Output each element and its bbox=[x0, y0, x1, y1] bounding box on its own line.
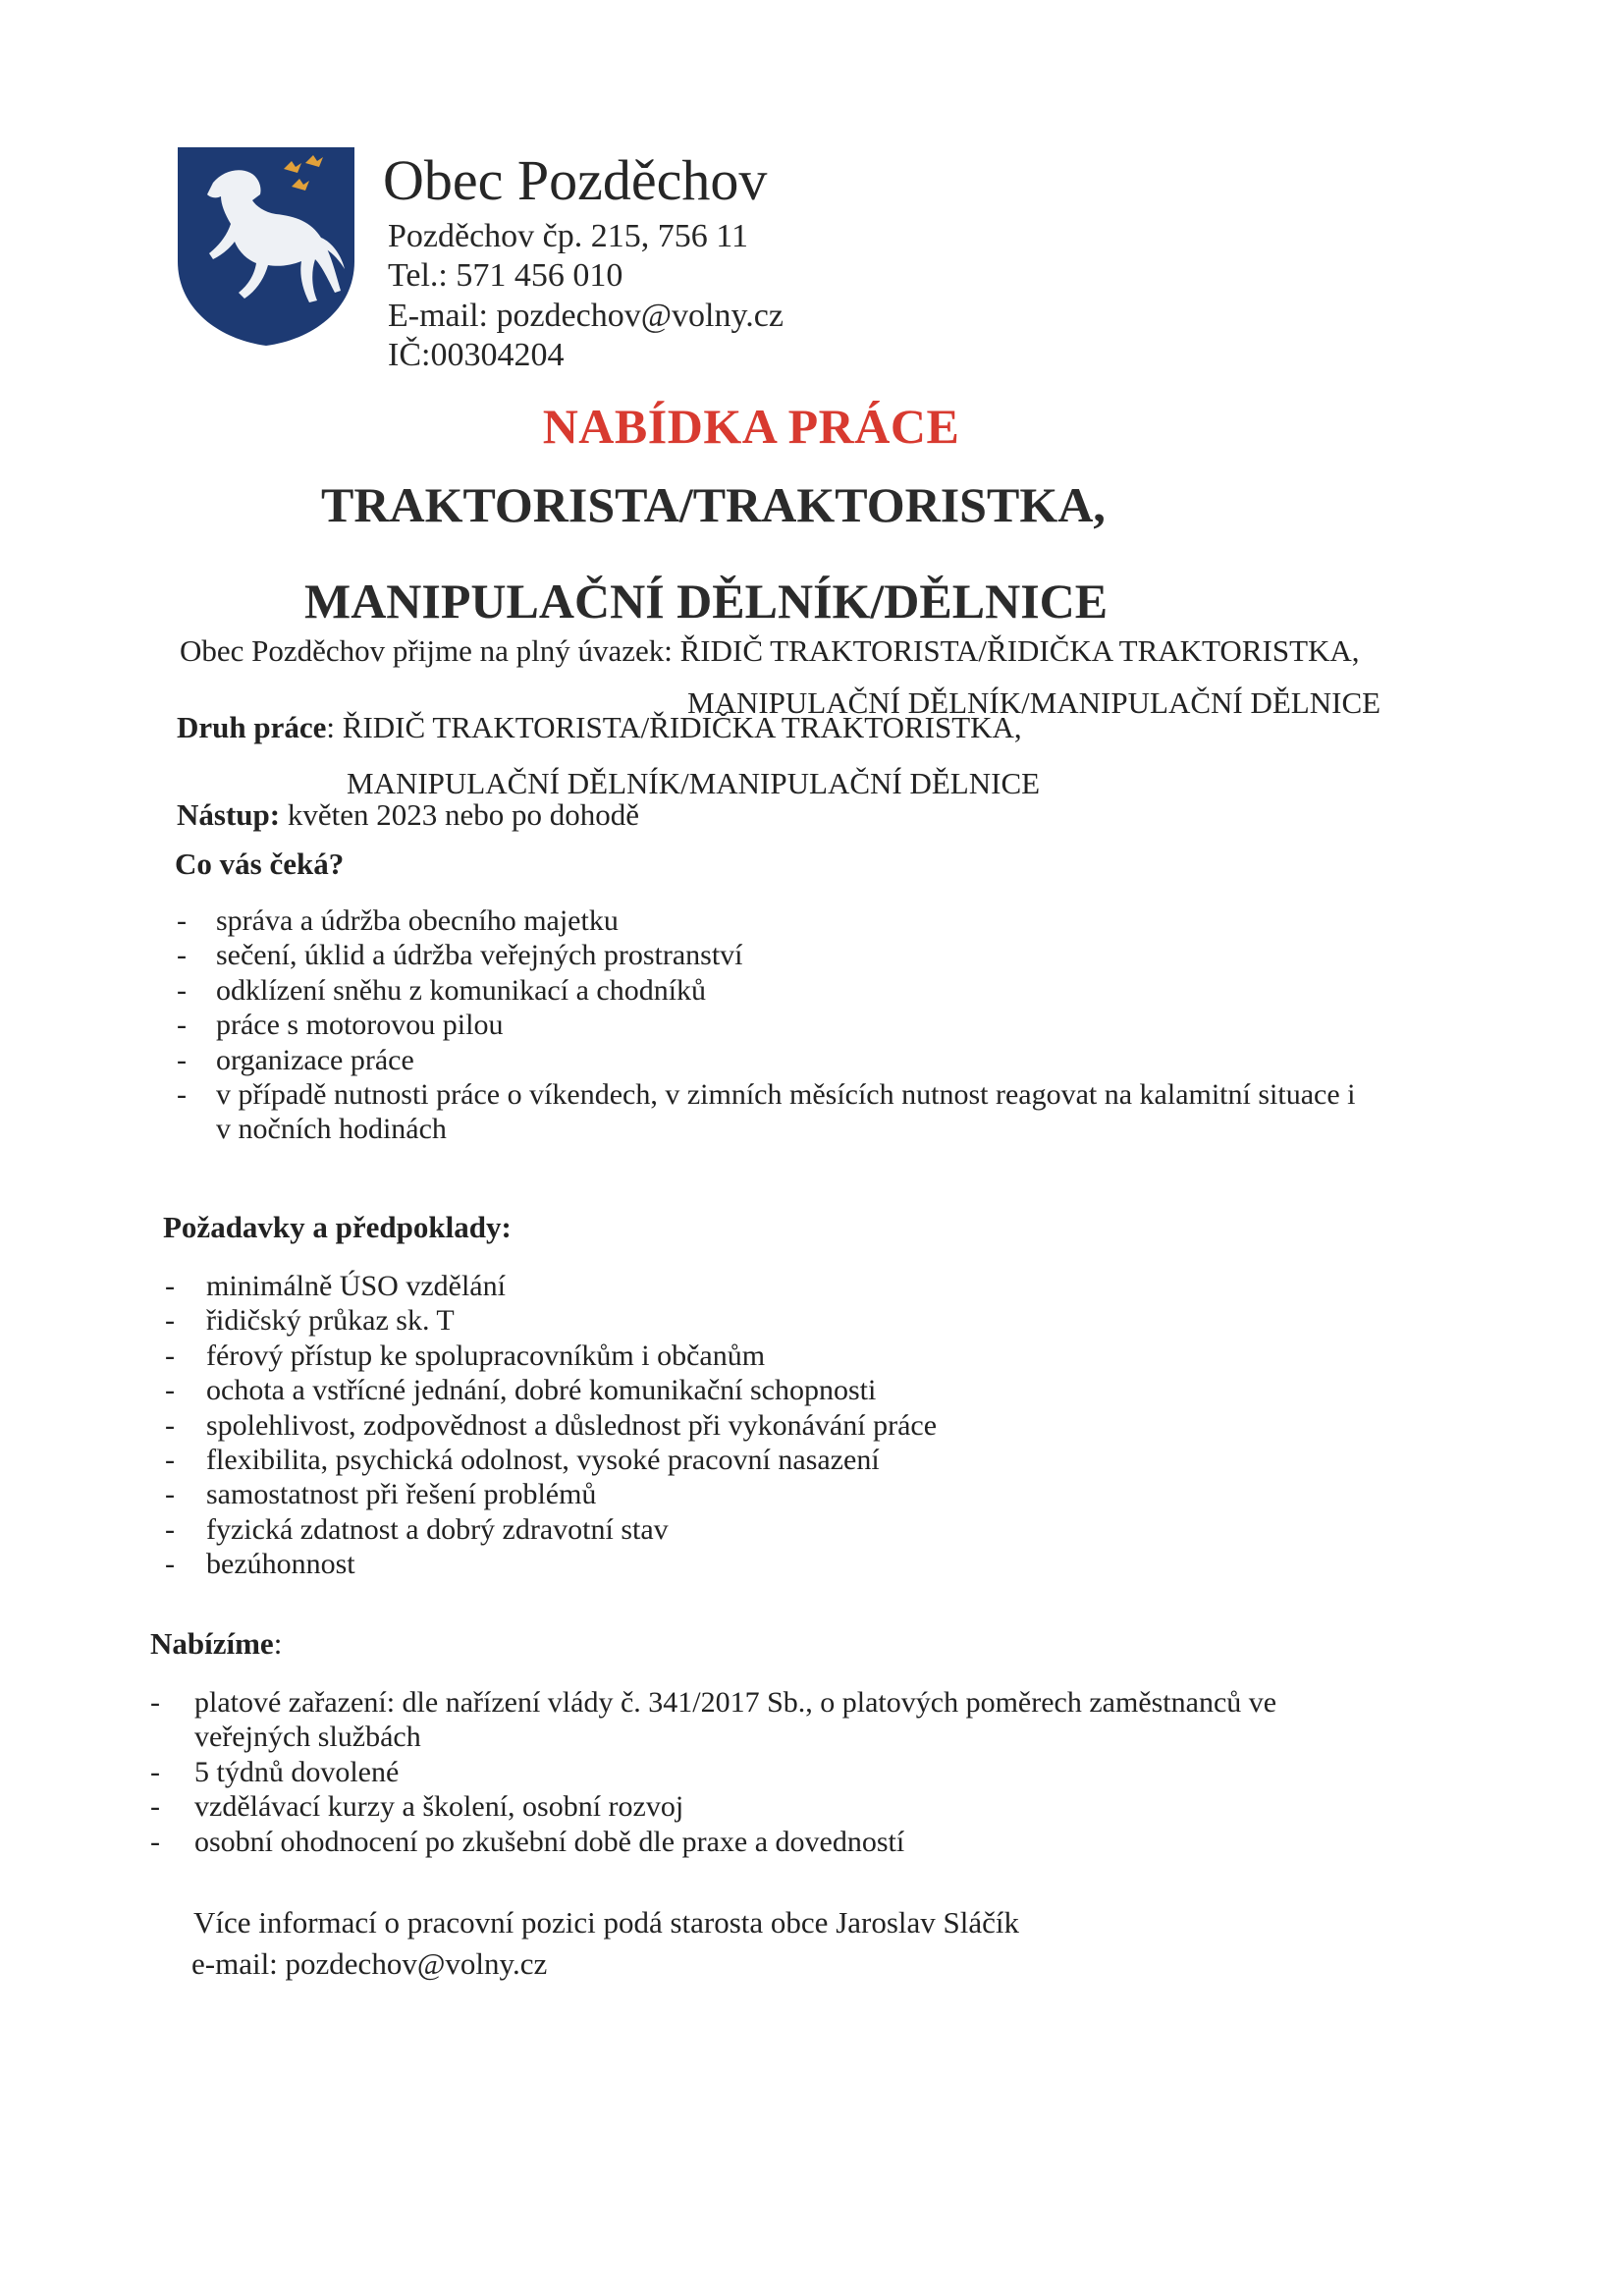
contact-info-line1: Více informací o pracovní pozici podá starosta obce Jaroslav Sláčík bbox=[193, 1905, 1020, 1940]
hire-intro: Obec Pozděchov přijme na plný úvazek: bbox=[180, 633, 673, 668]
list-item: - samostatnost při řešení problémů bbox=[165, 1478, 597, 1511]
duties-list bbox=[177, 903, 1355, 1147]
ico-text: IČ:00304204 bbox=[388, 337, 565, 373]
list-item: - sečení, úklid a údržba veřejných prostranství bbox=[177, 939, 743, 972]
list-item: - platové zařazení: dle nařízení vlády č. 341/2017 Sb., o platových poměrech zaměstnanců ve veřejných službách bbox=[150, 1686, 1277, 1754]
list-item: - organizace práce bbox=[177, 1043, 414, 1076]
list-item: - flexibilita, psychická odolnost, vysoké pracovní nasazení bbox=[165, 1443, 880, 1476]
requirements-heading: Požadavky a předpoklady: bbox=[163, 1210, 512, 1244]
organization-name: Obec Pozděchov bbox=[383, 148, 768, 212]
list-item: - minimálně ÚSO vzdělání bbox=[165, 1270, 506, 1302]
job-title-line2: MANIPULAČNÍ DĚLNÍK/DĚLNICE bbox=[304, 574, 1109, 629]
email-text: E-mail: pozdechov@volny.cz bbox=[388, 298, 784, 334]
list-item: - správa a údržba obecního majetku bbox=[177, 904, 619, 937]
offers-list bbox=[150, 1685, 1276, 1859]
list-item: - fyzická zdatnost a dobrý zdravotní stav bbox=[165, 1512, 669, 1546]
job-title-line1: TRAKTORISTA/TRAKTORISTKA, bbox=[321, 477, 1106, 532]
job-type-value-line1: : ŘIDIČ TRAKTORISTA/ŘIDIČKA TRAKTORISTKA, bbox=[326, 710, 1022, 744]
start-label: Nástup: bbox=[177, 797, 281, 832]
duties-heading: Co vás čeká? bbox=[175, 847, 345, 881]
list-item: - řidičský průkaz sk. T bbox=[165, 1304, 455, 1338]
requirements-list bbox=[165, 1269, 937, 1582]
job-type-line bbox=[177, 710, 1022, 745]
job-type-label: Druh práce bbox=[177, 710, 327, 744]
start-line bbox=[177, 797, 639, 833]
offer-title: NABÍDKA PRÁCE bbox=[542, 399, 960, 454]
phone-text: Tel.: 571 456 010 bbox=[388, 257, 623, 294]
list-item: - spolehlivost, zodpovědnost a důslednost při vykonávání práce bbox=[165, 1408, 938, 1442]
list-item: - práce s motorovou pilou bbox=[177, 1009, 504, 1042]
list-item: - ochota a vstřícné jednání, dobré komunikační schopnosti bbox=[165, 1374, 877, 1407]
job-type-value-line2: MANIPULAČNÍ DĚLNÍK/MANIPULAČNÍ DĚLNICE bbox=[347, 766, 1041, 800]
hire-intro-line bbox=[180, 633, 1360, 669]
list-item: - v případě nutnosti práce o víkendech, v zimních měsících nutnost reagovat na kalamitní situace i v nočních hodinách bbox=[177, 1077, 1356, 1146]
offers-heading: Nabízíme: bbox=[150, 1626, 283, 1661]
list-item: - odklízení sněhu z komunikací a chodníků bbox=[177, 973, 707, 1007]
list-item: - 5 týdnů dovolené bbox=[150, 1755, 400, 1788]
list-item: - férový přístup ke spolupracovníkům i občanům bbox=[165, 1339, 766, 1372]
start-value: květen 2023 nebo po dohodě bbox=[280, 797, 639, 832]
hire-position-line2: MANIPULAČNÍ DĚLNÍK/MANIPULAČNÍ DĚLNICE bbox=[687, 685, 1381, 720]
contact-info-email: e-mail: pozdechov@volny.cz bbox=[191, 1946, 548, 1981]
hire-position-line1: ŘIDIČ TRAKTORISTA/ŘIDIČKA TRAKTORISTKA, bbox=[679, 633, 1360, 668]
list-item: - bezúhonnost bbox=[165, 1548, 355, 1581]
coat-of-arms-icon bbox=[174, 143, 358, 350]
list-item: - osobní ohodnocení po zkušební době dle praxe a dovedností bbox=[150, 1825, 905, 1858]
list-item: - vzdělávací kurzy a školení, osobní rozvoj bbox=[150, 1790, 684, 1824]
address-text: Pozděchov čp. 215, 756 11 bbox=[388, 218, 749, 254]
